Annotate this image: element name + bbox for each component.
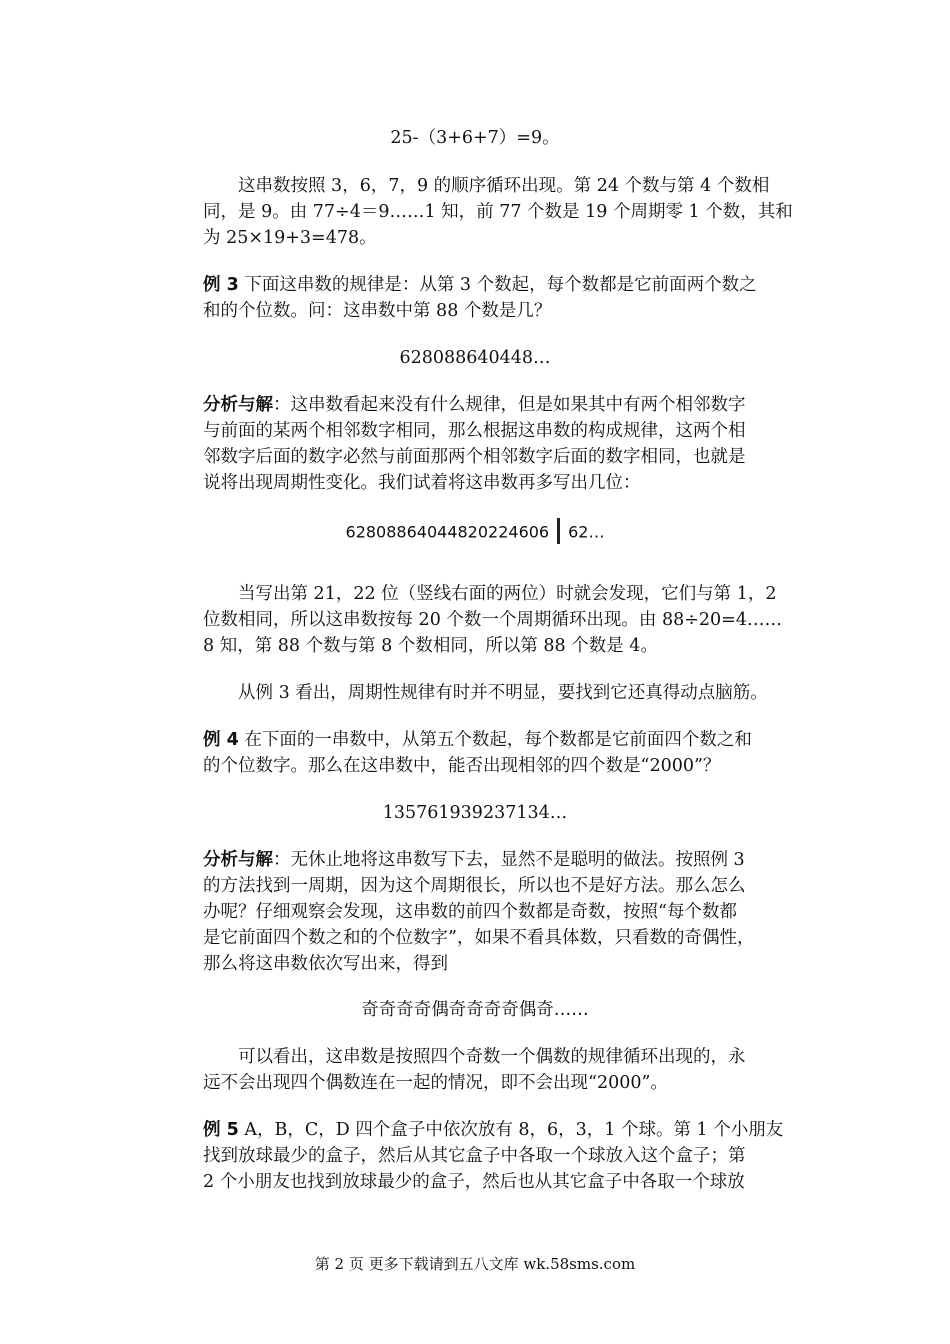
example-label: 例 4: [203, 730, 239, 750]
paragraph-line: 与前面的某两个相邻数字相同，那么根据这串数的构成规律，这两个相: [203, 421, 746, 441]
divider-bar: [557, 518, 560, 544]
example-text: A，B，C，D 四个盒子中依次放有 8，6，3，1 个球。第 1 个小朋友: [238, 1120, 784, 1140]
parity-sequence-line: 奇奇奇奇偶奇奇奇奇偶奇……: [361, 1000, 589, 1020]
equation-line: 25-（3+6+7）=9。: [390, 128, 560, 148]
sequence-continuation: 62…: [568, 522, 605, 542]
paragraph-line: 和的个位数。问：这串数中第 88 个数是几？: [203, 301, 552, 321]
sequence-line: 628088640448…: [399, 348, 551, 368]
analysis-text: ：这串数看起来没有什么规律，但是如果其中有两个相邻数字: [273, 395, 746, 415]
extended-sequence-line: [0, 520, 950, 546]
sequence-period: 62808864044820224606: [345, 522, 550, 542]
paragraph-line: 远不会出现四个偶数连在一起的情况，即不会出现“2000”。: [203, 1073, 668, 1093]
paragraph-line: 办呢？仔细观察会发现，这串数的前四个数都是奇数，按照“每个数都: [203, 902, 737, 922]
analysis-4-line-1: [203, 850, 745, 870]
paragraph-line: 位数相同，所以这串数按每 20 个数一个周期循环出现。由 88÷20=4……: [203, 610, 782, 630]
paragraph-line: 说将出现周期性变化。我们试着将这串数再多写出几位：: [203, 473, 641, 493]
paragraph-line: 从例 3 看出，周期性规律有时并不明显，要找到它还真得动点脑筋。: [238, 683, 768, 703]
paragraph-line: 这串数按照 3，6，7，9 的顺序循环出现。第 24 个数与第 4 个数相: [238, 176, 770, 196]
paragraph-line: 同，是 9。由 77÷4＝9……1 知，前 77 个数是 19 个周期零 1 个数，其和: [203, 202, 793, 222]
paragraph-line: 邻数字后面的数字必然与前面那两个相邻数字后面的数字相同，也就是: [203, 447, 746, 467]
paragraph-line: 的方法找到一周期，因为这个周期很长，所以也不是好方法。那么怎么: [203, 876, 746, 896]
analysis-label: 分析与解: [203, 850, 273, 870]
paragraph-line: 找到放球最少的盒子，然后从其它盒子中各取一个球放入这个盒子；第: [203, 1146, 746, 1166]
example-4-line-1: [203, 730, 752, 750]
analysis-3-line-1: [203, 395, 746, 415]
example-label: 例 5: [203, 1120, 239, 1140]
example-text: 下面这串数的规律是：从第 3 个数起，每个数都是它前面两个数之: [238, 275, 757, 295]
paragraph-line: 可以看出，这串数是按照四个奇数一个偶数的规律循环出现的，永: [238, 1047, 746, 1067]
analysis-text: ：无休止地将这串数写下去，显然不是聪明的做法。按照例 3: [273, 850, 745, 870]
paragraph-line: 8 知，第 88 个数与第 8 个数相同，所以第 88 个数是 4。: [203, 636, 658, 656]
example-5-line-1: [203, 1120, 783, 1140]
paragraph-line: 的个位数字。那么在这串数中，能否出现相邻的四个数是“2000”？: [203, 756, 721, 776]
paragraph-line: 那么将这串数依次写出来，得到: [203, 954, 448, 974]
example-text: 在下面的一串数中，从第五个数起，每个数都是它前面四个数之和: [238, 730, 752, 750]
paragraph-line: 为 25×19+3=478。: [203, 228, 377, 248]
example-3-line-1: [203, 275, 757, 295]
paragraph-line: 2 个小朋友也找到放球最少的盒子，然后也从其它盒子中各取一个球放: [203, 1172, 745, 1192]
sequence-line: 135761939237134…: [382, 803, 568, 823]
example-label: 例 3: [203, 275, 239, 295]
analysis-label: 分析与解: [203, 395, 273, 415]
paragraph-line: 当写出第 21，22 位（竖线右面的两位）时就会发现，它们与第 1，2: [238, 584, 777, 604]
page-footer: 第 2 页 更多下载请到五八文库 wk.58sms.com: [314, 1255, 636, 1273]
paragraph-line: 是它前面四个数之和的个位数字”，如果不看具体数，只看数的奇偶性，: [203, 928, 755, 948]
